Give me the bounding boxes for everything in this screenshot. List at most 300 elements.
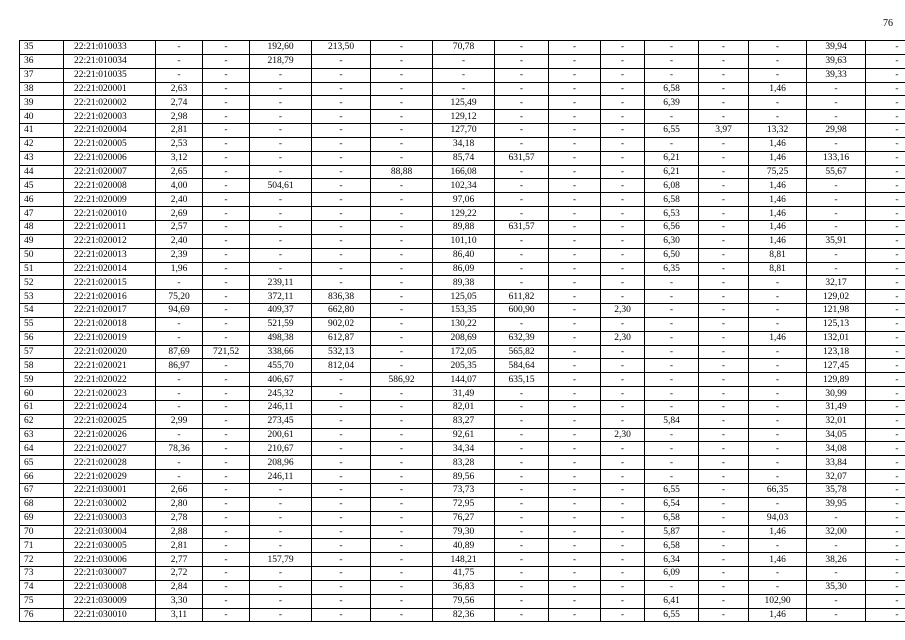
value-cell: -	[699, 345, 749, 359]
value-cell: -	[699, 331, 749, 345]
value-cell: -	[866, 179, 905, 193]
row-number-cell: 48	[20, 220, 64, 234]
row-number-cell: 62	[20, 414, 64, 428]
value-cell: -	[371, 220, 433, 234]
value-cell: -	[312, 137, 371, 151]
value-cell: -	[699, 317, 749, 331]
value-cell: -	[807, 179, 866, 193]
row-number-cell: 37	[20, 68, 64, 82]
value-cell: -	[699, 110, 749, 124]
value-cell: -	[312, 96, 371, 110]
row-number-cell: 39	[20, 96, 64, 110]
value-cell: -	[371, 304, 433, 318]
value-cell: -	[203, 331, 250, 345]
value-cell: -	[549, 110, 601, 124]
value-cell: -	[601, 68, 645, 82]
value-cell: 129,89	[807, 373, 866, 387]
value-cell: -	[645, 359, 699, 373]
value-cell: -	[312, 497, 371, 511]
value-cell: -	[549, 400, 601, 414]
row-number-cell: 55	[20, 317, 64, 331]
cadastral-code-cell: 22:21:020012	[64, 234, 156, 248]
value-cell: -	[866, 442, 905, 456]
value-cell: 338,66	[250, 345, 312, 359]
value-cell: -	[866, 234, 905, 248]
value-cell: -	[866, 373, 905, 387]
value-cell: -	[749, 345, 807, 359]
value-cell: -	[495, 248, 549, 262]
value-cell: -	[807, 539, 866, 553]
value-cell: -	[495, 96, 549, 110]
value-cell: 2,99	[156, 414, 203, 428]
value-cell: -	[601, 373, 645, 387]
value-cell: -	[601, 110, 645, 124]
value-cell: -	[749, 567, 807, 581]
value-cell: -	[203, 470, 250, 484]
value-cell: -	[250, 82, 312, 96]
value-cell: -	[699, 137, 749, 151]
value-cell: -	[807, 137, 866, 151]
table-row	[20, 497, 905, 511]
value-cell: -	[371, 110, 433, 124]
value-cell: -	[601, 387, 645, 401]
table-row	[20, 304, 905, 318]
value-cell: 86,09	[433, 262, 495, 276]
value-cell: -	[866, 54, 905, 68]
value-cell: -	[371, 470, 433, 484]
value-cell: 39,94	[807, 41, 866, 55]
value-cell: 1,46	[749, 137, 807, 151]
cadastral-code-cell: 22:21:020003	[64, 110, 156, 124]
value-cell: -	[866, 220, 905, 234]
value-cell: -	[866, 428, 905, 442]
value-cell: 6,21	[645, 165, 699, 179]
value-cell: 144,07	[433, 373, 495, 387]
value-cell: -	[866, 594, 905, 608]
value-cell: -	[699, 96, 749, 110]
value-cell: -	[699, 248, 749, 262]
row-number-cell: 75	[20, 594, 64, 608]
table-row	[20, 484, 905, 498]
value-cell: -	[156, 54, 203, 68]
value-cell: -	[549, 608, 601, 622]
table-row	[20, 220, 905, 234]
value-cell: -	[203, 373, 250, 387]
value-cell: -	[495, 137, 549, 151]
value-cell: -	[312, 207, 371, 221]
value-cell: -	[549, 525, 601, 539]
value-cell: -	[699, 373, 749, 387]
value-cell: -	[495, 414, 549, 428]
value-cell: -	[749, 580, 807, 594]
value-cell: -	[312, 262, 371, 276]
value-cell: -	[495, 165, 549, 179]
value-cell: 6,55	[645, 608, 699, 622]
value-cell: 1,46	[749, 193, 807, 207]
value-cell: 35,30	[807, 580, 866, 594]
row-number-cell: 76	[20, 608, 64, 622]
cadastral-code-cell: 22:21:020022	[64, 373, 156, 387]
value-cell: -	[250, 511, 312, 525]
value-cell: 75,20	[156, 290, 203, 304]
value-cell: -	[601, 608, 645, 622]
cadastral-code-cell: 22:21:030006	[64, 553, 156, 567]
row-number-cell: 52	[20, 276, 64, 290]
value-cell: -	[601, 165, 645, 179]
value-cell: -	[866, 567, 905, 581]
value-cell: -	[866, 96, 905, 110]
value-cell: -	[371, 248, 433, 262]
value-cell: -	[312, 539, 371, 553]
value-cell: 125,49	[433, 96, 495, 110]
cadastral-code-cell: 22:21:020026	[64, 428, 156, 442]
value-cell: -	[203, 525, 250, 539]
value-cell: -	[312, 553, 371, 567]
value-cell: 32,01	[807, 414, 866, 428]
value-cell: 5,87	[645, 525, 699, 539]
value-cell: -	[312, 400, 371, 414]
value-cell: -	[495, 41, 549, 55]
value-cell: 208,96	[250, 456, 312, 470]
value-cell: -	[601, 124, 645, 138]
value-cell: 13,32	[749, 124, 807, 138]
value-cell: -	[866, 193, 905, 207]
row-number-cell: 41	[20, 124, 64, 138]
value-cell: 2,80	[156, 497, 203, 511]
value-cell: -	[699, 594, 749, 608]
value-cell: 631,57	[495, 220, 549, 234]
cadastral-code-cell: 22:21:020029	[64, 470, 156, 484]
value-cell: -	[495, 539, 549, 553]
value-cell: -	[749, 497, 807, 511]
cadastral-code-cell: 22:21:020009	[64, 193, 156, 207]
value-cell: -	[250, 96, 312, 110]
value-cell: -	[601, 82, 645, 96]
value-cell: -	[866, 553, 905, 567]
value-cell: 6,55	[645, 484, 699, 498]
value-cell: -	[749, 428, 807, 442]
value-cell: -	[495, 567, 549, 581]
table-body	[20, 41, 905, 622]
value-cell: -	[250, 594, 312, 608]
value-cell: -	[495, 387, 549, 401]
value-cell: -	[495, 456, 549, 470]
value-cell: -	[549, 428, 601, 442]
table-row	[20, 276, 905, 290]
value-cell: -	[371, 580, 433, 594]
value-cell: -	[749, 414, 807, 428]
value-cell: 200,61	[250, 428, 312, 442]
value-cell: 132,01	[807, 331, 866, 345]
value-cell: -	[866, 276, 905, 290]
value-cell: 2,39	[156, 248, 203, 262]
value-cell: -	[699, 525, 749, 539]
value-cell: -	[495, 110, 549, 124]
value-cell: 3,12	[156, 151, 203, 165]
cadastral-code-cell: 22:21:020007	[64, 165, 156, 179]
value-cell: -	[749, 456, 807, 470]
value-cell: 1,46	[749, 331, 807, 345]
value-cell: -	[203, 110, 250, 124]
value-cell: -	[749, 387, 807, 401]
table-row	[20, 193, 905, 207]
value-cell: -	[699, 193, 749, 207]
value-cell: -	[495, 193, 549, 207]
value-cell: -	[749, 276, 807, 290]
cadastral-code-cell: 22:21:020028	[64, 456, 156, 470]
value-cell: -	[866, 207, 905, 221]
value-cell: -	[371, 137, 433, 151]
row-number-cell: 61	[20, 400, 64, 414]
value-cell: 66,35	[749, 484, 807, 498]
value-cell: -	[866, 470, 905, 484]
table-row	[20, 82, 905, 96]
cadastral-code-cell: 22:21:020011	[64, 220, 156, 234]
value-cell: -	[699, 41, 749, 55]
value-cell: 83,27	[433, 414, 495, 428]
value-cell: -	[699, 442, 749, 456]
value-cell: -	[807, 220, 866, 234]
value-cell: -	[371, 594, 433, 608]
value-cell: -	[250, 580, 312, 594]
value-cell: 75,25	[749, 165, 807, 179]
value-cell: 39,63	[807, 54, 866, 68]
value-cell: -	[699, 68, 749, 82]
value-cell: 2,30	[601, 331, 645, 345]
value-cell: -	[807, 248, 866, 262]
value-cell: 34,34	[433, 442, 495, 456]
value-cell: 89,56	[433, 470, 495, 484]
value-cell: -	[866, 317, 905, 331]
value-cell: 36,83	[433, 580, 495, 594]
row-number-cell: 69	[20, 511, 64, 525]
value-cell: 157,79	[250, 553, 312, 567]
value-cell: 85,74	[433, 151, 495, 165]
value-cell: -	[601, 234, 645, 248]
value-cell: 635,15	[495, 373, 549, 387]
value-cell: -	[866, 124, 905, 138]
row-number-cell: 36	[20, 54, 64, 68]
value-cell: -	[601, 567, 645, 581]
value-cell: -	[866, 484, 905, 498]
value-cell: -	[549, 484, 601, 498]
value-cell: -	[601, 497, 645, 511]
row-number-cell: 59	[20, 373, 64, 387]
value-cell: 133,16	[807, 151, 866, 165]
cadastral-code-cell: 22:21:020008	[64, 179, 156, 193]
value-cell: -	[250, 165, 312, 179]
value-cell: 39,33	[807, 68, 866, 82]
value-cell: -	[866, 539, 905, 553]
value-cell: -	[312, 580, 371, 594]
value-cell: -	[549, 456, 601, 470]
value-cell: -	[645, 580, 699, 594]
value-cell: 83,28	[433, 456, 495, 470]
value-cell: -	[645, 400, 699, 414]
value-cell: -	[549, 207, 601, 221]
value-cell: -	[312, 68, 371, 82]
value-cell: 611,82	[495, 290, 549, 304]
value-cell: -	[250, 608, 312, 622]
value-cell: -	[699, 484, 749, 498]
value-cell: -	[699, 207, 749, 221]
value-cell: -	[495, 470, 549, 484]
value-cell: -	[203, 497, 250, 511]
value-cell: -	[601, 511, 645, 525]
cadastral-code-cell: 22:21:020016	[64, 290, 156, 304]
value-cell: 2,81	[156, 124, 203, 138]
value-cell: -	[203, 68, 250, 82]
value-cell: -	[549, 511, 601, 525]
value-cell: -	[371, 497, 433, 511]
value-cell: -	[203, 262, 250, 276]
value-cell: -	[312, 179, 371, 193]
value-cell: 1,46	[749, 525, 807, 539]
table-row	[20, 539, 905, 553]
value-cell: 35,91	[807, 234, 866, 248]
cadastral-code-cell: 22:21:020024	[64, 400, 156, 414]
row-number-cell: 64	[20, 442, 64, 456]
value-cell: -	[549, 82, 601, 96]
value-cell: -	[601, 580, 645, 594]
value-cell: 239,11	[250, 276, 312, 290]
value-cell: -	[699, 511, 749, 525]
value-cell: -	[203, 179, 250, 193]
value-cell: 166,08	[433, 165, 495, 179]
row-number-cell: 50	[20, 248, 64, 262]
value-cell: -	[866, 400, 905, 414]
value-cell: 129,22	[433, 207, 495, 221]
value-cell: -	[645, 456, 699, 470]
value-cell: -	[866, 248, 905, 262]
value-cell: 205,35	[433, 359, 495, 373]
cadastral-code-cell: 22:21:010033	[64, 41, 156, 55]
value-cell: -	[495, 511, 549, 525]
value-cell: 101,10	[433, 234, 495, 248]
value-cell: -	[866, 608, 905, 622]
value-cell: 2,63	[156, 82, 203, 96]
value-cell: -	[549, 553, 601, 567]
cadastral-code-cell: 22:21:020020	[64, 345, 156, 359]
value-cell: -	[312, 470, 371, 484]
value-cell: 72,95	[433, 497, 495, 511]
value-cell: 94,03	[749, 511, 807, 525]
value-cell: -	[549, 580, 601, 594]
value-cell: -	[749, 110, 807, 124]
value-cell: -	[549, 359, 601, 373]
value-cell: -	[312, 151, 371, 165]
value-cell: -	[645, 137, 699, 151]
value-cell: -	[749, 470, 807, 484]
value-cell: 6,54	[645, 497, 699, 511]
value-cell: 32,00	[807, 525, 866, 539]
value-cell: -	[807, 511, 866, 525]
value-cell: -	[156, 428, 203, 442]
value-cell: 2,40	[156, 193, 203, 207]
value-cell: 39,95	[807, 497, 866, 511]
value-cell: 8,81	[749, 262, 807, 276]
value-cell: -	[645, 387, 699, 401]
table-row	[20, 124, 905, 138]
value-cell: -	[549, 345, 601, 359]
value-cell: -	[699, 165, 749, 179]
value-cell: -	[203, 317, 250, 331]
value-cell: 1,46	[749, 220, 807, 234]
value-cell: -	[312, 165, 371, 179]
value-cell: -	[371, 567, 433, 581]
value-cell: -	[699, 179, 749, 193]
cadastral-code-cell: 22:21:030009	[64, 594, 156, 608]
row-number-cell: 45	[20, 179, 64, 193]
value-cell: -	[549, 234, 601, 248]
value-cell: -	[250, 248, 312, 262]
row-number-cell: 63	[20, 428, 64, 442]
value-cell: -	[203, 165, 250, 179]
value-cell: -	[807, 262, 866, 276]
value-cell: -	[312, 193, 371, 207]
value-cell: -	[203, 428, 250, 442]
value-cell: -	[203, 511, 250, 525]
value-cell: -	[749, 290, 807, 304]
value-cell: -	[312, 373, 371, 387]
cadastral-code-cell: 22:21:020017	[64, 304, 156, 318]
table-row	[20, 414, 905, 428]
cadastral-code-cell: 22:21:030007	[64, 567, 156, 581]
value-cell: -	[371, 387, 433, 401]
cadastral-code-cell: 22:21:020006	[64, 151, 156, 165]
value-cell: -	[749, 54, 807, 68]
value-cell: 1,46	[749, 608, 807, 622]
value-cell: -	[312, 82, 371, 96]
value-cell: 6,56	[645, 220, 699, 234]
table-row	[20, 359, 905, 373]
value-cell: -	[371, 179, 433, 193]
value-cell: -	[645, 428, 699, 442]
value-cell: -	[601, 262, 645, 276]
value-cell: -	[699, 400, 749, 414]
value-cell: 218,79	[250, 54, 312, 68]
value-cell: -	[203, 539, 250, 553]
value-cell: -	[371, 124, 433, 138]
value-cell: -	[433, 82, 495, 96]
value-cell: 246,11	[250, 400, 312, 414]
table-row	[20, 594, 905, 608]
cadastral-code-cell: 22:21:020014	[64, 262, 156, 276]
value-cell: -	[866, 262, 905, 276]
value-cell: -	[156, 400, 203, 414]
value-cell: -	[699, 82, 749, 96]
value-cell: 35,78	[807, 484, 866, 498]
value-cell: -	[371, 317, 433, 331]
value-cell: -	[371, 193, 433, 207]
value-cell: 34,08	[807, 442, 866, 456]
cadastral-code-cell: 22:21:020023	[64, 387, 156, 401]
value-cell: 172,05	[433, 345, 495, 359]
value-cell: 532,13	[312, 345, 371, 359]
value-cell: -	[699, 220, 749, 234]
row-number-cell: 72	[20, 553, 64, 567]
value-cell: -	[866, 580, 905, 594]
value-cell: -	[203, 41, 250, 55]
row-number-cell: 43	[20, 151, 64, 165]
value-cell: -	[250, 234, 312, 248]
table-row	[20, 207, 905, 221]
value-cell: -	[203, 193, 250, 207]
value-cell: -	[601, 193, 645, 207]
value-cell: -	[312, 387, 371, 401]
value-cell: -	[866, 41, 905, 55]
value-cell: -	[371, 41, 433, 55]
